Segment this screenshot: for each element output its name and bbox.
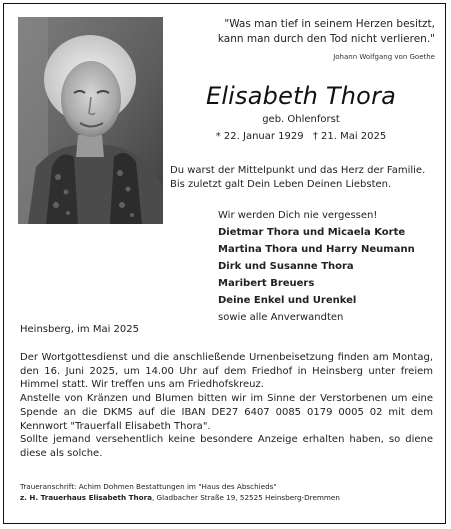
mourners-intro: Wir werden Dich nie vergessen! [218, 210, 378, 221]
service-information [20, 351, 433, 461]
portrait-photo [18, 17, 163, 224]
mourner-name: Maribert Breuers [218, 278, 315, 289]
address-line-2 [20, 492, 340, 503]
paragraph-service: Der Wortgottesdienst und die anschließende Urnenbeisetzung finden am Montag, den 16. Juni 2025, um 14.00 Uhr auf dem Friedhof in Heinsberg unter freiem Himmel statt. Wir treffen uns am Friedhofskreuz. [20, 352, 433, 391]
quote-line-1: "Was man tief in seinem Herzen besitzt, [224, 18, 435, 30]
quote [175, 17, 435, 47]
tribute-text [170, 164, 425, 192]
birth-date: * 22. Januar 1929 [215, 131, 304, 142]
address-line-1: Traueranschrift: Achim Dohmen Bestattungen im "Haus des Abschieds" [20, 482, 277, 491]
mourners-outro: sowie alle Anverwandten [218, 312, 344, 323]
mourner-name: Dietmar Thora und Micaela Korte [218, 227, 406, 238]
mourner-name: Dirk und Susanne Thora [218, 261, 354, 272]
portrait-image [18, 17, 163, 224]
quote-line-2: kann man durch den Tod nicht verlieren." [217, 33, 435, 45]
tribute-line-1: Du warst der Mittelpunkt und das Herz der Familie. [170, 165, 426, 176]
tribute-line-2: Bis zuletzt galt Dein Leben Deinen Liebsten. [170, 179, 392, 190]
mourners-list [218, 207, 415, 326]
paragraph-notice: Sollte jemand versehentlich keine besondere Anzeige erhalten haben, so diene diese als solche. [20, 434, 433, 459]
maiden-name: geb. Ohlenforst [262, 114, 340, 125]
deceased-name: Elisabeth Thora [205, 82, 397, 110]
place-date: Heinsberg, im Mai 2025 [20, 324, 139, 335]
quote-author: Johann Wolfgang von Goethe [333, 53, 435, 61]
paragraph-donation: Anstelle von Kränzen und Blumen bitten wir im Sinne der Verstorbenen um eine Spende an die DKMS auf die IBAN DE27 6407 0085 0179 0005 02 mit dem Kennwort "Trauerfall Elisabeth Thora". [20, 393, 433, 432]
mourner-name: Deine Enkel und Urenkel [218, 295, 357, 306]
mourning-address [20, 481, 340, 503]
life-dates [166, 131, 436, 142]
death-date: † 21. Mai 2025 [312, 131, 387, 142]
address-recipient: z. H. Trauerhaus Elisabeth Thora [20, 493, 152, 502]
address-street: , Gladbacher Straße 19, 52525 Heinsberg-Dremmen [151, 493, 340, 502]
mourner-name: Martina Thora und Harry Neumann [218, 244, 415, 255]
